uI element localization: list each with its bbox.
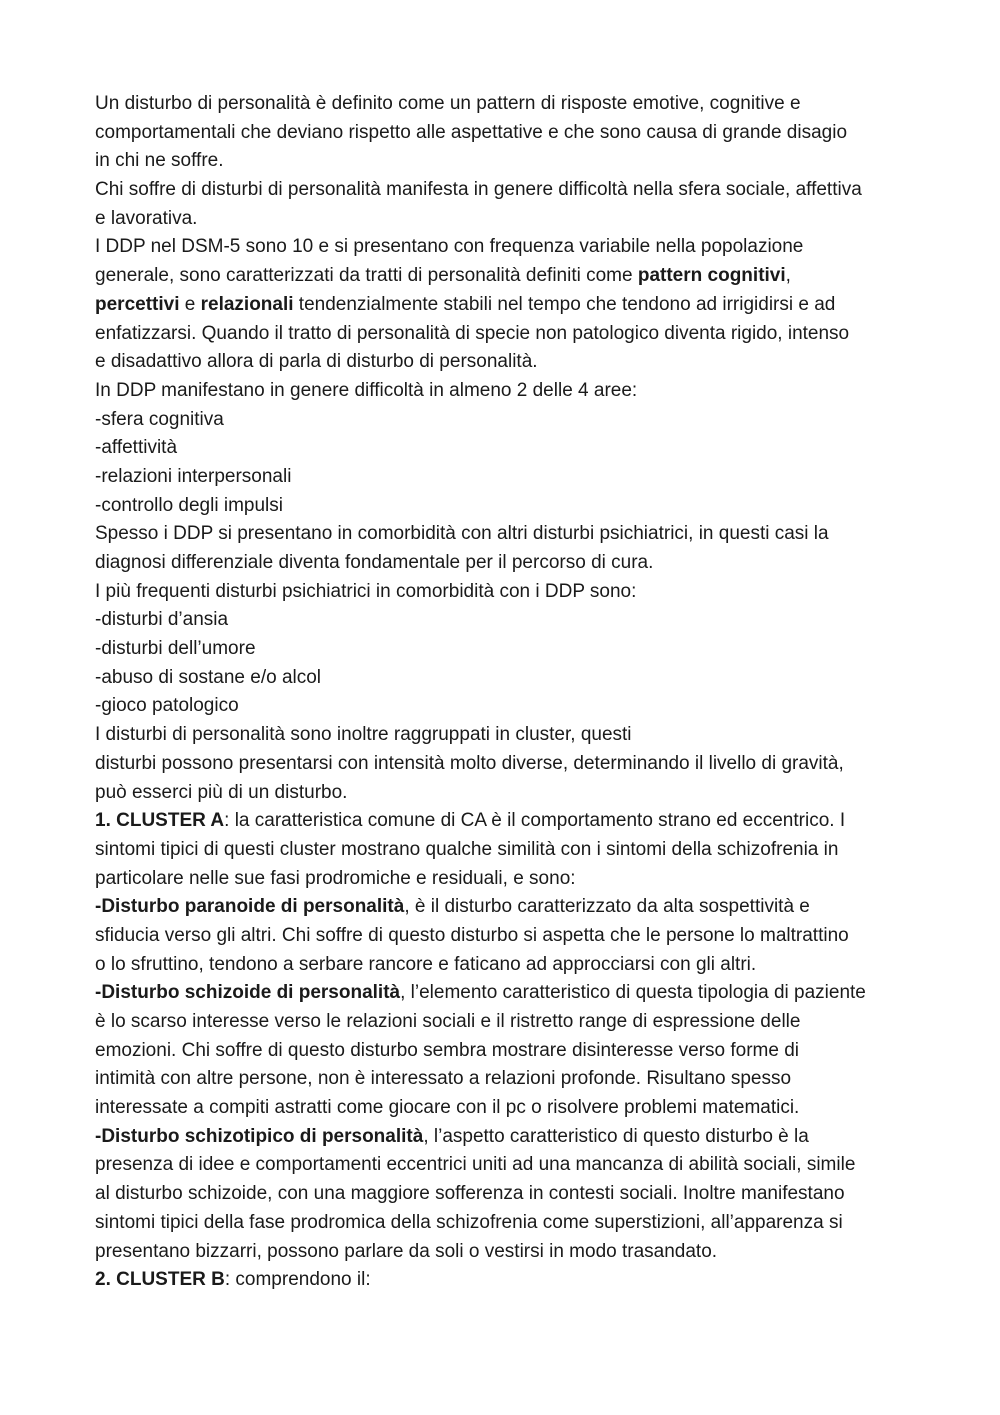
- text-run: particolare nelle sue fasi prodromiche e residuali, e sono:: [95, 867, 576, 889]
- text-line: [95, 233, 915, 262]
- text-run: , l’elemento caratteristico di questa tipologia di paziente: [400, 982, 866, 1004]
- text-line: [95, 1180, 915, 1209]
- text-run: emozioni. Chi soffre di questo disturbo sembra mostrare disinteresse verso forme di: [95, 1039, 800, 1061]
- text-line: [95, 1238, 915, 1267]
- text-line: [95, 1123, 915, 1152]
- text-run: e lavorativa.: [95, 207, 198, 229]
- text-line: [95, 176, 915, 205]
- text-line: [95, 1094, 915, 1123]
- text-line: [95, 1209, 915, 1238]
- text-run: sintomi tipici della fase prodromica della schizofrenia come superstizioni, all’apparenza si: [95, 1211, 843, 1233]
- text-run: e: [179, 293, 201, 315]
- text-line: [95, 406, 915, 435]
- text-line: [95, 291, 915, 320]
- text-run: ,: [785, 265, 791, 287]
- text-line: [95, 664, 915, 693]
- text-run: -disturbi d’ansia: [95, 609, 229, 631]
- text-run: o lo sfruttino, tendono a serbare rancore e faticano ad approcciarsi con gli altri.: [95, 953, 757, 975]
- text-run: sfiducia verso gli altri. Chi soffre di questo disturbo si aspetta che le persone lo maltrattino: [95, 924, 849, 946]
- text-line: [95, 1065, 915, 1094]
- text-run: presentano bizzarri, possono parlare da soli o vestirsi in modo trasandato.: [95, 1240, 718, 1262]
- text-run: generale, sono caratterizzati da tratti di personalità definiti come: [95, 265, 638, 287]
- text-run: Chi soffre di disturbi di personalità manifesta in genere difficoltà nella sfera sociale, affettiva: [95, 179, 862, 201]
- text-run: I disturbi di personalità sono inoltre raggruppati in cluster, questi: [95, 724, 632, 746]
- text-run: In DDP manifestano in genere difficoltà in almeno 2 delle 4 aree:: [95, 379, 638, 401]
- text-run: interessate a compiti astratti come giocare con il pc o risolvere problemi matematici.: [95, 1097, 800, 1119]
- bold-text: -Disturbo schizoide di personalità: [95, 982, 401, 1004]
- text-run: sintomi tipici di questi cluster mostrano qualche similità con i sintomi della schizofrenia in: [95, 838, 839, 860]
- text-run: -sfera cognitiva: [95, 408, 224, 430]
- text-run: presenza di idee e comportamenti eccentrici uniti ad una mancanza di abilità sociali, simile: [95, 1154, 856, 1176]
- text-line: [95, 951, 915, 980]
- text-run: disturbi possono presentarsi con intensità molto diverse, determinando il livello di gravità,: [95, 752, 844, 774]
- text-run: -disturbi dell’umore: [95, 638, 256, 660]
- text-line: [95, 807, 915, 836]
- text-run: enfatizzarsi. Quando il tratto di personalità di specie non patologico diventa rigido, intenso: [95, 322, 850, 344]
- text-run: -relazioni interpersonali: [95, 465, 292, 487]
- text-line: [95, 348, 915, 377]
- text-line: [95, 320, 915, 349]
- text-line: [95, 434, 915, 463]
- text-run: Un disturbo di personalità è definito come un pattern di risposte emotive, cognitive e: [95, 93, 801, 114]
- text-line: [95, 1008, 915, 1037]
- text-line: [95, 90, 915, 119]
- bold-text: 1. CLUSTER A: [95, 810, 225, 832]
- text-line: [95, 119, 915, 148]
- bold-text: 2. CLUSTER B: [95, 1269, 225, 1291]
- text-run: e disadattivo allora di parla di disturbo di personalità.: [95, 351, 538, 373]
- text-line: [95, 262, 915, 291]
- text-line: [95, 1151, 915, 1180]
- text-line: [95, 779, 915, 808]
- text-run: tendenzialmente stabili nel tempo che tendono ad irrigidirsi e ad: [293, 293, 836, 315]
- text-line: [95, 1266, 915, 1295]
- text-run: -abuso di sostane e/o alcol: [95, 666, 322, 688]
- text-line: [95, 635, 915, 664]
- text-line: [95, 578, 915, 607]
- text-run: , è il disturbo caratterizzato da alta sospettività e: [404, 896, 810, 918]
- text-run: intimità con altre persone, non è interessato a relazioni profonde. Risultano spesso: [95, 1068, 792, 1090]
- text-run: diagnosi differenziale diventa fondamentale per il percorso di cura.: [95, 552, 654, 573]
- text-run: : la caratteristica comune di CA è il comportamento strano ed eccentrico. I: [224, 810, 846, 832]
- text-run: , l’aspetto caratteristico di questo disturbo è la: [423, 1125, 809, 1147]
- text-run: I DDP nel DSM-5 sono 10 e si presentano con frequenza variabile nella popolazione: [95, 236, 804, 258]
- text-run: in chi ne soffre.: [95, 150, 224, 172]
- text-line: [95, 750, 915, 779]
- text-run: comportamentali che deviano rispetto alle aspettative e che sono causa di grande disagio: [95, 121, 848, 143]
- bold-text: -Disturbo schizotipico di personalità: [95, 1125, 424, 1147]
- text-line: [95, 147, 915, 176]
- text-line: [95, 979, 915, 1008]
- text-line: [95, 922, 915, 951]
- text-line: [95, 520, 915, 549]
- bold-text: percettivi: [95, 293, 180, 315]
- text-run: -affettività: [95, 437, 178, 459]
- text-line: [95, 1037, 915, 1066]
- bold-text: relazionali: [200, 293, 294, 315]
- text-line: [95, 205, 915, 234]
- bold-text: pattern cognitivi: [637, 265, 786, 287]
- text-line: [95, 692, 915, 721]
- text-run: : comprendono il:: [224, 1269, 371, 1291]
- text-run: è lo scarso interesse verso le relazioni sociali e il ristretto range di espressione delle: [95, 1011, 801, 1032]
- text-line: [95, 893, 915, 922]
- bold-text: -Disturbo paranoide di personalità: [95, 896, 405, 918]
- document-page: [95, 90, 915, 1295]
- text-run: -controllo degli impulsi: [95, 494, 283, 516]
- text-line: [95, 377, 915, 406]
- text-run: I più frequenti disturbi psichiatrici in comorbidità con i DDP sono:: [95, 580, 637, 602]
- text-line: [95, 721, 915, 750]
- text-line: [95, 865, 915, 894]
- text-run: Spesso i DDP si presentano in comorbidità con altri disturbi psichiatrici, in questi casi la: [95, 523, 829, 545]
- text-run: può esserci più di un disturbo.: [95, 781, 348, 803]
- text-line: [95, 492, 915, 521]
- text-line: [95, 836, 915, 865]
- text-line: [95, 463, 915, 492]
- text-run: al disturbo schizoide, con una maggiore sofferenza in contesti sociali. Inoltre manifestano: [95, 1183, 845, 1205]
- text-line: [95, 549, 915, 578]
- text-line: [95, 606, 915, 635]
- text-run: -gioco patologico: [95, 695, 239, 717]
